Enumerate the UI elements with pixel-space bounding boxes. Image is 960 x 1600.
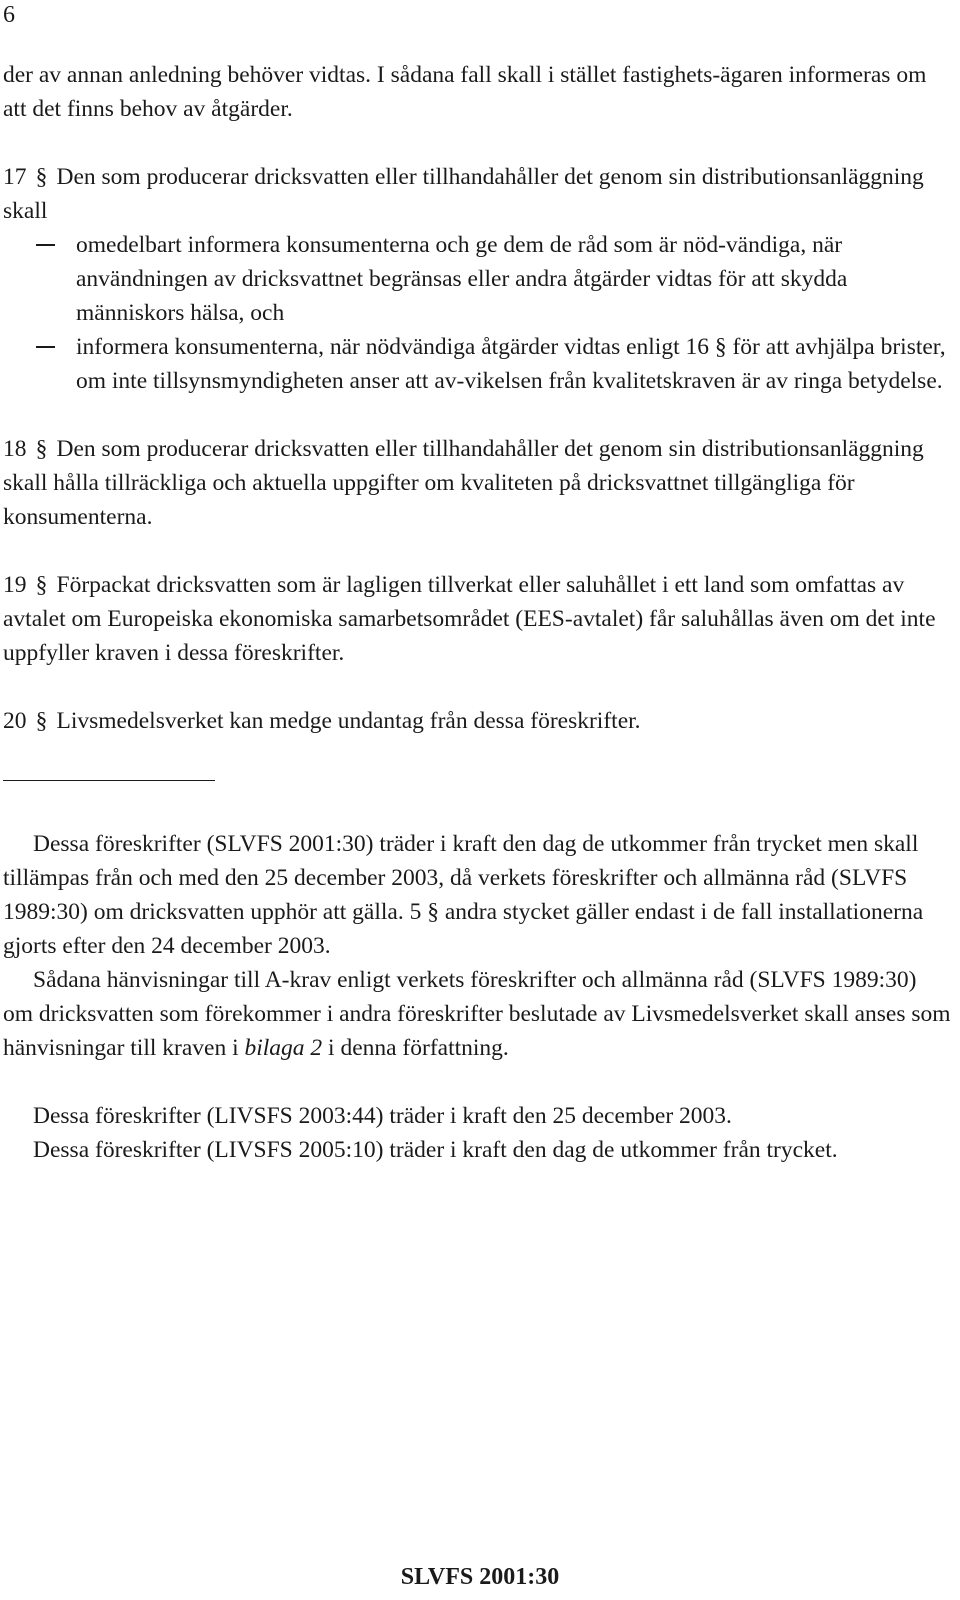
section-text: Den som producerar dricksvatten eller tillhandahåller det genom sin distributionsanläggning skall hålla tillräckliga och aktuella uppgifter om kvaliteten på dricksvattnet tillgängliga för konsumenterna.: [3, 436, 924, 530]
section-18: [3, 432, 951, 534]
separator-rule: [3, 780, 215, 781]
list-item: informera konsumenterna, när nödvändiga åtgärder vidtas enligt 16 § för att avhjälpa brister, om inte tillsynsmyndigheten anser att av-vikelsen från kvalitetskraven är av ringa betydelse.: [3, 330, 951, 398]
continuation-paragraph: der av annan anledning behöver vidtas. I sådana fall skall i stället fastighets-ägaren informeras om att det finns behov av åtgärder.: [3, 62, 927, 122]
section-number: 20: [3, 708, 27, 734]
transitional-paragraph-2: Sådana hänvisningar till A-krav enligt verkets föreskrifter och allmänna råd (SLVFS 1989:30) om dricksvatten som förekommer i andra föreskrifter beslutade av Livsmedelsverket skall anses som hänvisningar till kraven i bilaga 2 i denna författning.: [3, 967, 951, 1061]
section-symbol: §: [35, 572, 48, 598]
page-number: 6: [3, 2, 15, 28]
document-body: [3, 58, 951, 1167]
italic-reference: bilaga 2: [244, 1035, 323, 1061]
section-number: 19: [3, 572, 27, 598]
section-19: [3, 568, 951, 670]
section-symbol: §: [35, 708, 48, 734]
section-20: [3, 704, 951, 738]
dash-bullet: [36, 244, 55, 246]
dash-bullet: [36, 346, 55, 348]
dash-list: [3, 228, 951, 398]
list-item: omedelbart informera konsumenterna och ge dem de råd som är nöd-vändiga, när användningen av dricksvattnet begränsas eller andra åtgärder vidtas för att skydda människors hälsa, och: [3, 228, 951, 330]
section-symbol: §: [35, 164, 48, 190]
section-number: 18: [3, 436, 27, 462]
section-text: Den som producerar dricksvatten eller tillhandahåller det genom sin distributionsanläggning skall: [3, 164, 924, 224]
transitional-paragraph-1: Dessa föreskrifter (SLVFS 2001:30) träder i kraft den dag de utkommer från trycket men skall tillämpas från och med den 25 december 2003, då verkets föreskrifter och allmänna råd (SLVFS 1989:30) om dricksvatten upphör att gälla. 5 § andra stycket gäller endast i de fall installationerna gjorts efter den 24 december 2003.: [3, 831, 924, 959]
section-text: Livsmedelsverket kan medge undantag från dessa föreskrifter.: [56, 708, 641, 734]
section-symbol: §: [35, 436, 48, 462]
footer-document-id: SLVFS 2001:30: [400, 1564, 560, 1590]
section-text: Förpackat dricksvatten som är lagligen tillverkat eller saluhållet i ett land som omfattas av avtalet om Europeiska ekonomiska samarbetsområdet (EES-avtalet) får saluhållas även om det inte uppfyller kraven i dessa föreskrifter.: [3, 572, 936, 666]
transitional-paragraph-3: Dessa föreskrifter (LIVSFS 2003:44) träder i kraft den 25 december 2003.: [33, 1103, 732, 1129]
section-17: [3, 160, 951, 398]
transitional-paragraph-4: Dessa föreskrifter (LIVSFS 2005:10) träder i kraft den dag de utkommer från trycket.: [33, 1137, 838, 1163]
section-number: 17: [3, 164, 27, 190]
